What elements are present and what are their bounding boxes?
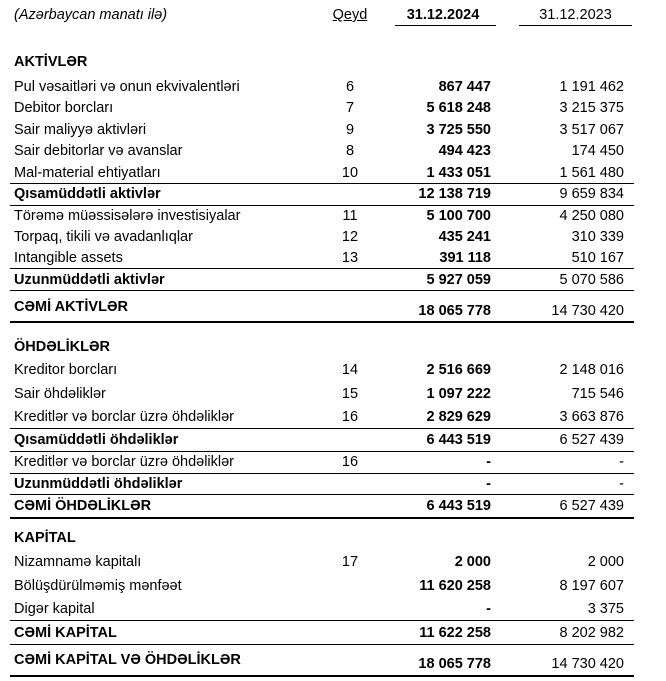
divider xyxy=(10,644,634,645)
table-row xyxy=(0,227,666,247)
header-underline-prior xyxy=(519,25,632,26)
row-note: 16 xyxy=(341,409,359,425)
row-label: Bölüşdürülməmiş mənfəət xyxy=(14,578,182,594)
row-value-2024: 18 065 778 xyxy=(418,656,491,672)
row-value-2023: 8 197 607 xyxy=(559,578,624,594)
row-label: Uzunmüddətli öhdəliklər xyxy=(14,476,183,492)
row-value-2023: 1 191 462 xyxy=(559,79,624,95)
row-value-2024: 2 000 xyxy=(454,554,491,570)
row-value-2024: - xyxy=(486,454,491,470)
row-value-2024: 391 118 xyxy=(439,250,491,266)
divider xyxy=(10,675,634,677)
row-value-2024: 3 725 550 xyxy=(426,122,491,138)
row-label: CƏMİ ÖHDƏLİKLƏR xyxy=(14,498,152,514)
row-value-2024: 5 618 248 xyxy=(426,100,491,116)
row-label: CƏMİ KAPİTAL xyxy=(14,625,117,641)
row-label: Sair öhdəliklər xyxy=(14,386,106,402)
row-value-2023: 1 561 480 xyxy=(559,165,624,181)
row-value-2024: 1 433 051 xyxy=(426,165,491,181)
row-note: 12 xyxy=(341,229,359,245)
subtotal-row xyxy=(0,184,666,204)
row-value-2024: 11 622 258 xyxy=(419,625,491,641)
row-value-2024: - xyxy=(486,476,491,492)
row-label: Torpaq, tikili və avadanlıqlar xyxy=(14,229,193,245)
row-value-2023: 2 148 016 xyxy=(559,362,624,378)
row-value-2024: 18 065 778 xyxy=(418,303,491,319)
row-value-2023: 5 070 586 xyxy=(559,272,624,288)
row-value-2024: 435 241 xyxy=(438,229,491,245)
row-value-2023: 6 527 439 xyxy=(559,432,624,448)
row-note: 13 xyxy=(341,250,359,266)
section-heading: KAPİTAL xyxy=(14,530,76,546)
row-value-2023: - xyxy=(619,454,624,470)
subtotal-row xyxy=(0,270,666,290)
subtotal-row xyxy=(0,474,666,494)
total-row xyxy=(0,623,666,643)
row-note: 8 xyxy=(345,143,355,159)
divider xyxy=(10,268,634,269)
section-heading: ÖHDƏLİKLƏR xyxy=(14,339,110,355)
row-note: 14 xyxy=(341,362,359,378)
divider xyxy=(10,290,634,291)
row-value-2023: 3 517 067 xyxy=(559,122,624,138)
table-row xyxy=(0,407,666,427)
header-row xyxy=(0,5,666,25)
row-note: 16 xyxy=(341,454,359,470)
row-value-2024: 5 100 700 xyxy=(426,208,491,224)
header-underline-current xyxy=(395,25,496,26)
row-value-2024: 1 097 222 xyxy=(426,386,491,402)
row-value-2023: 14 730 420 xyxy=(551,656,624,672)
row-label: Kreditlər və borclar üzrə öhdəliklər xyxy=(14,454,235,470)
table-row xyxy=(0,77,666,97)
note-column-header: Qeyd xyxy=(332,7,368,23)
row-value-2023: 3 375 xyxy=(587,601,624,617)
row-label: Nizamnamə kapitalı xyxy=(14,554,142,570)
grand-total-row xyxy=(0,650,666,670)
row-note: 10 xyxy=(341,165,359,181)
row-value-2023: 510 167 xyxy=(571,250,624,266)
row-label: Mal-material ehtiyatları xyxy=(14,165,161,181)
row-value-2023: 310 339 xyxy=(571,229,624,245)
row-value-2024: 2 516 669 xyxy=(426,362,491,378)
row-value-2023: 715 546 xyxy=(571,386,624,402)
total-row xyxy=(0,496,666,516)
row-label: Kreditlər və borclar üzrə öhdəliklər xyxy=(14,409,235,425)
total-row xyxy=(0,297,666,317)
row-label: Uzunmüddətli aktivlər xyxy=(14,272,165,288)
row-value-2023: 4 250 080 xyxy=(559,208,624,224)
row-label: Sair debitorlar və avanslar xyxy=(14,143,183,159)
divider xyxy=(10,517,634,519)
row-value-2024: 2 829 629 xyxy=(426,409,491,425)
row-value-2023: 6 527 439 xyxy=(559,498,624,514)
row-note: 11 xyxy=(342,208,358,224)
table-row xyxy=(0,141,666,161)
row-note: 7 xyxy=(345,100,355,116)
row-label: Törəmə müəssisələrə investisiyalar xyxy=(14,208,241,224)
table-row xyxy=(0,452,666,472)
row-note: 6 xyxy=(345,79,355,95)
table-row xyxy=(0,120,666,140)
row-note: 15 xyxy=(341,386,359,402)
row-value-2024: 12 138 719 xyxy=(418,186,491,202)
row-value-2023: - xyxy=(619,476,624,492)
divider xyxy=(10,494,634,495)
row-value-2023: 174 450 xyxy=(571,143,624,159)
table-row xyxy=(0,599,666,619)
row-value-2024: 6 443 519 xyxy=(426,432,491,448)
row-value-2023: 3 215 375 xyxy=(559,100,624,116)
section-heading: AKTİVLƏR xyxy=(14,54,88,70)
row-value-2024: - xyxy=(486,601,491,617)
table-row xyxy=(0,384,666,404)
row-value-2023: 9 659 834 xyxy=(559,186,624,202)
row-value-2023: 3 663 876 xyxy=(559,409,624,425)
row-value-2024: 11 620 258 xyxy=(419,578,491,594)
table-row xyxy=(0,163,666,183)
table-row xyxy=(0,576,666,596)
row-label: Intangible assets xyxy=(14,250,123,266)
row-value-2024: 867 447 xyxy=(438,79,491,95)
table-row xyxy=(0,552,666,572)
row-value-2023: 14 730 420 xyxy=(551,303,624,319)
table-row xyxy=(0,248,666,268)
row-note: 17 xyxy=(341,554,359,570)
row-value-2024: 5 927 059 xyxy=(426,272,491,288)
table-row xyxy=(0,206,666,226)
row-label: Pul vəsaitləri və onun ekvivalentləri xyxy=(14,79,240,95)
year-current-header: 31.12.2024 xyxy=(406,7,480,23)
row-label: Kreditor borcları xyxy=(14,362,118,378)
row-value-2023: 8 202 982 xyxy=(559,625,624,641)
year-prior-header: 31.12.2023 xyxy=(539,7,612,23)
row-value-2024: 6 443 519 xyxy=(426,498,491,514)
row-label: CƏMİ KAPİTAL VƏ ÖHDƏLİKLƏR xyxy=(14,652,241,668)
row-label: Sair maliyyə aktivləri xyxy=(14,122,147,138)
row-label: Digər kapital xyxy=(14,601,95,617)
divider xyxy=(10,428,634,429)
divider xyxy=(10,321,634,323)
row-value-2023: 2 000 xyxy=(587,554,624,570)
row-label: Debitor borcları xyxy=(14,100,114,116)
table-row xyxy=(0,98,666,118)
row-label: Qısamüddətli öhdəliklər xyxy=(14,432,179,448)
row-label: Qısamüddətli aktivlər xyxy=(14,186,161,202)
table-row xyxy=(0,360,666,380)
row-label: CƏMİ AKTİVLƏR xyxy=(14,299,128,315)
subtotal-row xyxy=(0,430,666,450)
currency-note: (Azərbaycan manatı ilə) xyxy=(14,7,168,23)
divider xyxy=(10,620,634,621)
row-value-2024: 494 423 xyxy=(438,143,491,159)
row-note: 9 xyxy=(345,122,355,138)
